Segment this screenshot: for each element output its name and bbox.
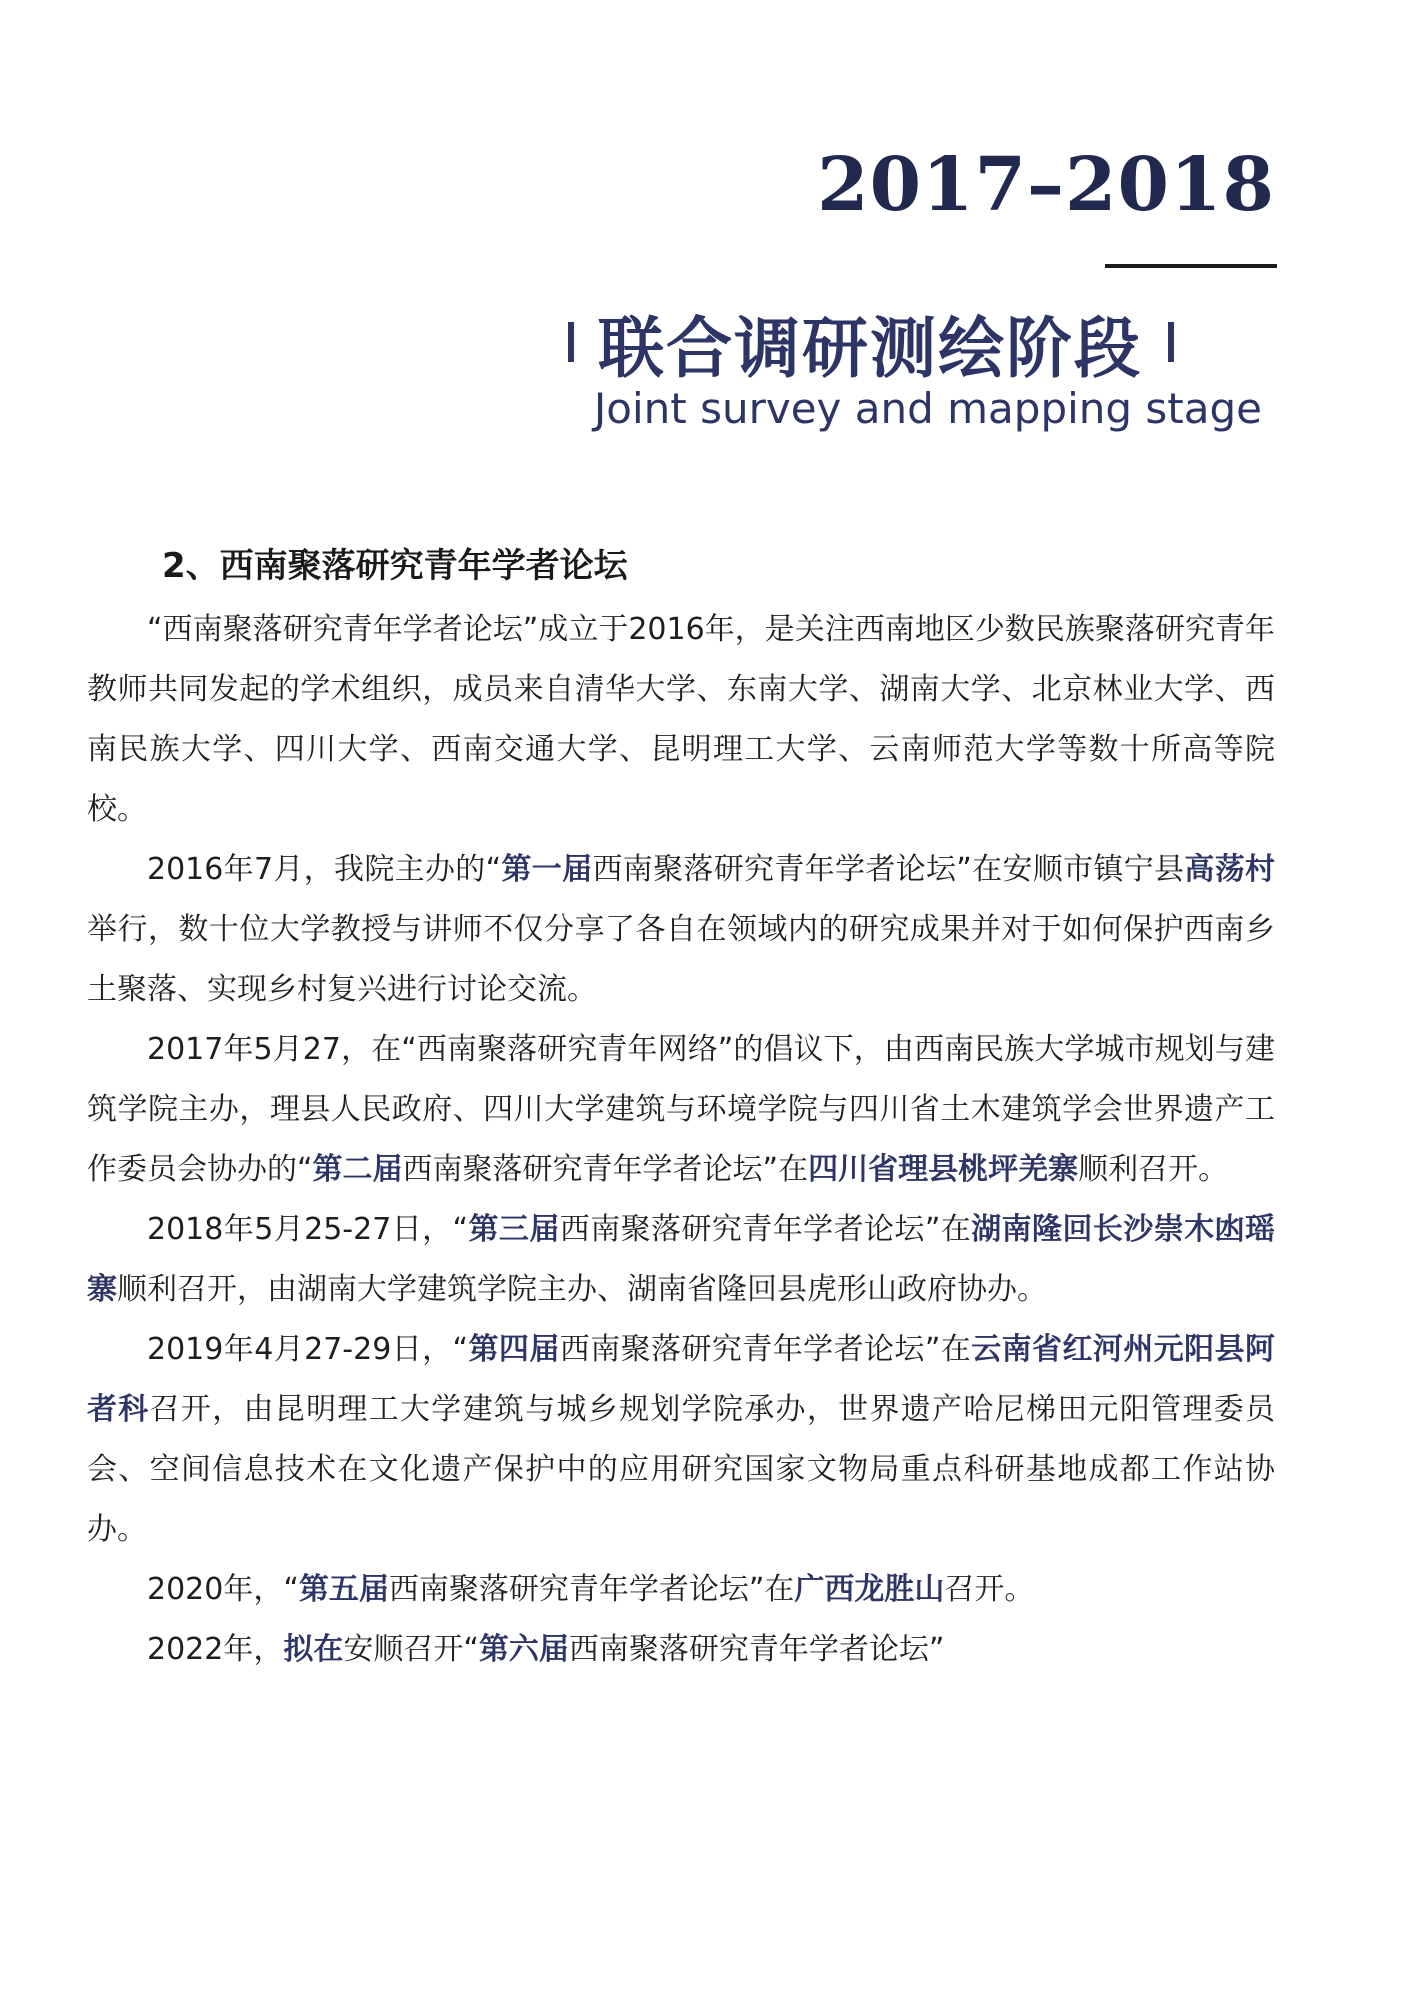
text: “西南聚落研究青年学者论坛”成立于2016年，是关注西南地区少数民族聚落研究青年教师共同发起的学术组织，成员来自清华大学、东南大学、湖南大学、北京林业大学、西南民族大学、四川大学、西南交通大学、昆明理工大学、云南师范大学等数十所高等院校。 <box>87 612 1275 827</box>
text: 2022年， <box>147 1632 284 1667</box>
text: 西南聚落研究青年学者论坛” <box>568 1632 945 1667</box>
highlight-text: 四川省理县桃坪羌寨 <box>808 1152 1079 1187</box>
paragraph-intro <box>87 600 1275 840</box>
text: 2019年4月27-29日，“ <box>147 1332 469 1367</box>
text: 举行，数十位大学教授与讲师不仅分享了各自在领域内的研究成果并对于如何保护西南乡土聚落、实现乡村复兴进行讨论交流。 <box>87 912 1275 1007</box>
highlight-text: 第五届 <box>298 1572 389 1607</box>
paragraph-2022 <box>87 1620 1275 1680</box>
text: 西南聚落研究青年学者论坛”在 <box>402 1152 809 1187</box>
title-bar-left-icon <box>568 322 574 362</box>
chinese-title <box>568 296 1288 388</box>
highlight-text: 第一届 <box>501 852 593 887</box>
text: 顺利召开，由湖南大学建筑学院主办、湖南省隆回县虎形山政府协办。 <box>117 1272 1047 1307</box>
text: 安顺召开“ <box>343 1632 479 1667</box>
paragraph-2017 <box>87 1020 1275 1200</box>
text: 2018年5月25-27日，“ <box>147 1212 469 1247</box>
text: 西南聚落研究青年学者论坛”在 <box>388 1572 795 1607</box>
paragraph-2016 <box>87 840 1275 1020</box>
text: 2017年5月27，在“西南聚落研究青年网络”的倡议下，由西南民族大学城市规划与建筑学院主办，理县人民政府、四川大学建筑与环境学院与四川省土木建筑学会世界遗产工作委员会协办的“ <box>87 1032 1275 1187</box>
text: 召开。 <box>944 1572 1035 1607</box>
highlight-text: 第六届 <box>478 1632 569 1667</box>
highlight-text: 第三届 <box>468 1212 560 1247</box>
text: 西南聚落研究青年学者论坛”在安顺市镇宁县 <box>592 852 1185 887</box>
highlight-text: 广西龙胜山 <box>794 1572 945 1607</box>
text: 西南聚落研究青年学者论坛”在 <box>559 1332 972 1367</box>
english-title: Joint survey and mapping stage <box>593 384 1262 433</box>
text: 2020年，“ <box>147 1572 299 1607</box>
text: 西南聚落研究青年学者论坛”在 <box>559 1212 972 1247</box>
text: 顺利召开。 <box>1078 1152 1229 1187</box>
title-underline <box>1105 264 1277 268</box>
body-text <box>87 600 1275 1680</box>
year-range-title: 2017–2018 <box>817 142 1275 228</box>
highlight-text: 云南省红河州元阳县阿者科 <box>87 1332 1276 1427</box>
highlight-text: 第四届 <box>468 1332 560 1367</box>
highlight-text: 高荡村 <box>1184 852 1276 887</box>
title-bar-right-icon <box>1168 322 1174 362</box>
highlight-text: 拟在 <box>283 1632 344 1667</box>
text: 2016年7月，我院主办的“ <box>147 852 502 887</box>
text: 召开，由昆明理工大学建筑与城乡规划学院承办，世界遗产哈尼梯田元阳管理委员会、空间信息技术在文化遗产保护中的应用研究国家文物局重点科研基地成都工作站协办。 <box>87 1392 1276 1547</box>
paragraph-2018 <box>87 1200 1275 1320</box>
highlight-text: 湖南隆回长沙崇木凼瑶寨 <box>87 1212 1276 1307</box>
highlight-text: 第二届 <box>312 1152 403 1187</box>
paragraph-2019 <box>87 1320 1275 1560</box>
section-title: 2、西南聚落研究青年学者论坛 <box>162 546 628 586</box>
chinese-title-text: 联合调研测绘阶段 <box>598 309 1142 387</box>
paragraph-2020 <box>87 1560 1275 1620</box>
